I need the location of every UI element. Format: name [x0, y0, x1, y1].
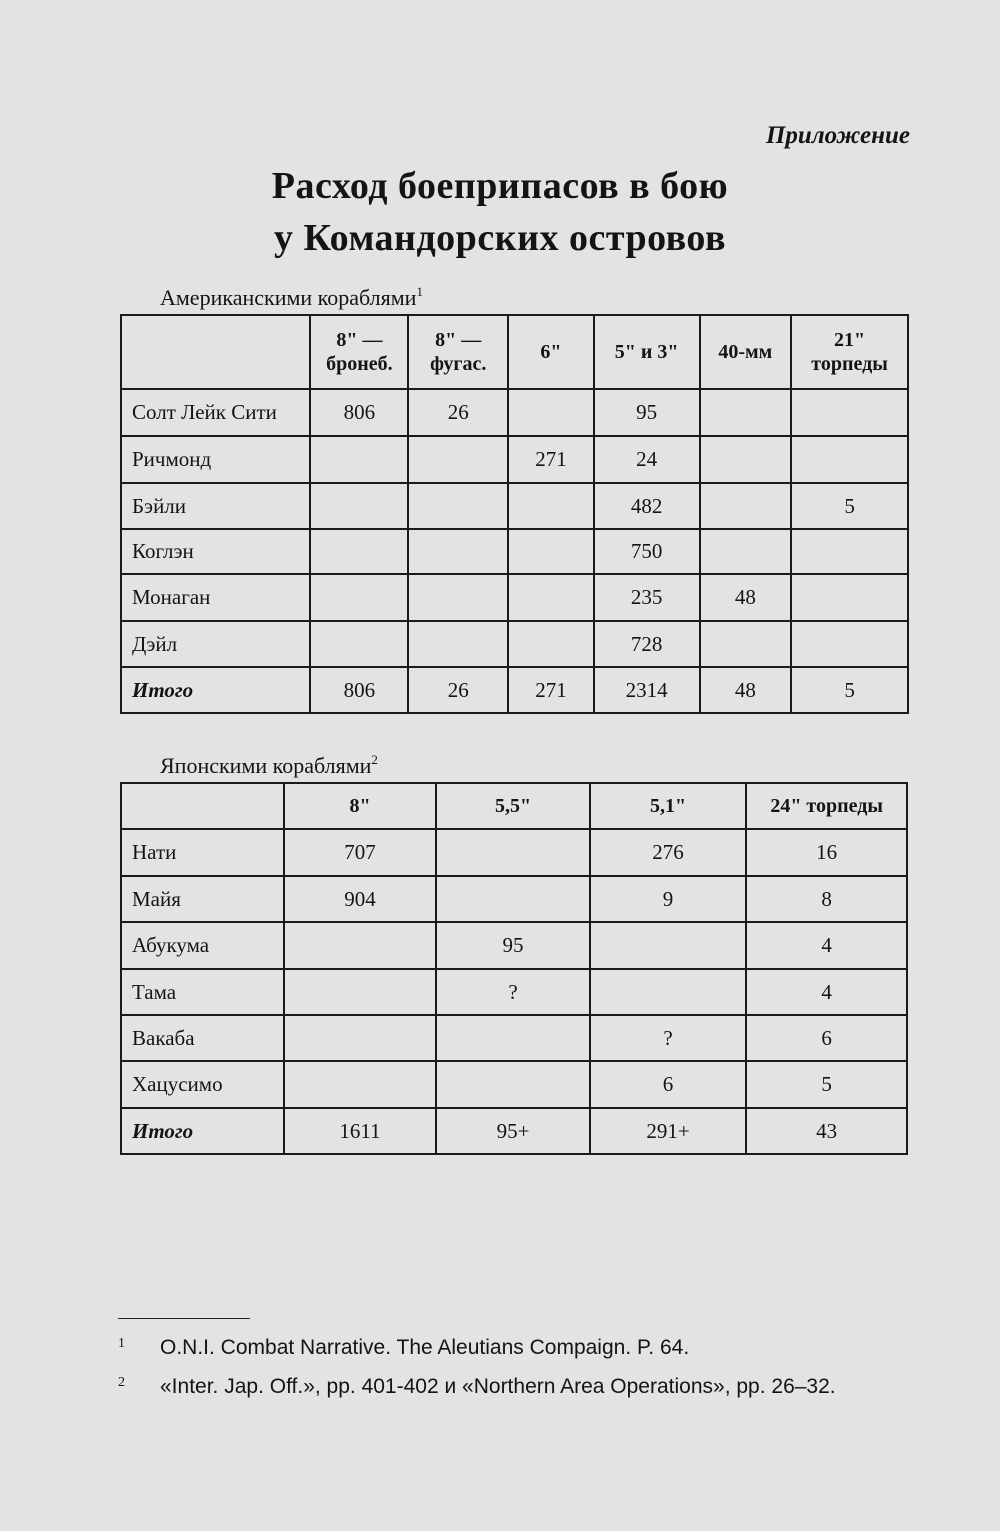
american-header-bron: 8" — бронеб. — [310, 315, 408, 389]
footnote-number: 2 — [118, 1375, 125, 1390]
total-fugas: 26 — [408, 667, 508, 713]
ship-name: Хацусимо — [121, 1061, 284, 1108]
american-header-torpedoes: 21" торпеды — [791, 315, 908, 389]
american-caption — [160, 284, 423, 311]
cell-6in — [508, 574, 594, 621]
table-row — [121, 574, 908, 621]
ship-name: Вакаба — [121, 1015, 284, 1061]
total-5-1in: 291+ — [590, 1108, 747, 1154]
table-row — [121, 483, 908, 529]
cell-fugas: 26 — [408, 389, 508, 436]
cell-bron — [310, 483, 408, 529]
table-row — [121, 436, 908, 483]
cell-8in — [284, 969, 437, 1015]
cell-torpedoes: 5 — [791, 483, 908, 529]
cell-torpedoes: 5 — [746, 1061, 907, 1108]
cell-5-1in — [590, 969, 747, 1015]
footnote-text: O.N.I. Combat Narrative. The Aleutians Compaign. P. 64. — [160, 1336, 690, 1359]
japanese-caption — [160, 752, 378, 779]
cell-40mm — [700, 483, 792, 529]
cell-6in — [508, 529, 594, 574]
total-5-5in: 95+ — [436, 1108, 590, 1154]
japanese-header-8in: 8" — [284, 783, 437, 829]
cell-fugas — [408, 574, 508, 621]
table-row — [121, 1061, 907, 1108]
total-40mm: 48 — [700, 667, 792, 713]
cell-40mm: 48 — [700, 574, 792, 621]
cell-5in3in: 482 — [594, 483, 700, 529]
cell-torpedoes — [791, 574, 908, 621]
cell-5-1in: 276 — [590, 829, 747, 876]
ship-name: Дэйл — [121, 621, 310, 667]
title-line-2: у Командорских островов — [274, 217, 726, 259]
cell-5-5in — [436, 1061, 590, 1108]
ship-name: Тама — [121, 969, 284, 1015]
cell-40mm — [700, 389, 792, 436]
cell-5-1in: 9 — [590, 876, 747, 922]
american-table — [120, 314, 909, 714]
ship-name: Нати — [121, 829, 284, 876]
table-row — [121, 529, 908, 574]
japanese-caption-ref: 2 — [371, 752, 378, 767]
cell-8in: 904 — [284, 876, 437, 922]
cell-torpedoes: 4 — [746, 969, 907, 1015]
japanese-header-5-1in: 5,1" — [590, 783, 747, 829]
cell-6in — [508, 483, 594, 529]
cell-5-5in: 95 — [436, 922, 590, 969]
table-row — [121, 829, 907, 876]
total-bron: 806 — [310, 667, 408, 713]
section-label: Приложение — [765, 122, 910, 149]
american-header-fugas: 8" — фугас. — [408, 315, 508, 389]
cell-5-1in: 6 — [590, 1061, 747, 1108]
american-caption-text: Американскими кораблями — [160, 285, 417, 310]
cell-5-5in — [436, 829, 590, 876]
american-header-40mm: 40-мм — [700, 315, 792, 389]
table-row — [121, 876, 907, 922]
cell-fugas — [408, 621, 508, 667]
cell-6in — [508, 621, 594, 667]
total-torpedoes: 43 — [746, 1108, 907, 1154]
footnote-text: «Inter. Jap. Off.», pp. 401-402 и «Northern Area Operations», pp. 26–32. — [160, 1375, 836, 1398]
cell-8in — [284, 1015, 437, 1061]
total-5in3in: 2314 — [594, 667, 700, 713]
cell-torpedoes: 4 — [746, 922, 907, 969]
page-title — [0, 160, 1000, 264]
total-row — [121, 667, 908, 713]
table-row — [121, 969, 907, 1015]
cell-8in: 707 — [284, 829, 437, 876]
cell-torpedoes — [791, 621, 908, 667]
cell-bron — [310, 529, 408, 574]
table-row — [121, 922, 907, 969]
american-header-5in3in: 5" и 3" — [594, 315, 700, 389]
cell-bron — [310, 621, 408, 667]
ship-name: Бэйли — [121, 483, 310, 529]
cell-torpedoes — [791, 389, 908, 436]
table-row — [121, 389, 908, 436]
cell-6in: 271 — [508, 436, 594, 483]
cell-5in3in: 235 — [594, 574, 700, 621]
cell-40mm — [700, 621, 792, 667]
ship-name: Солт Лейк Сити — [121, 389, 310, 436]
cell-torpedoes: 16 — [746, 829, 907, 876]
japanese-header-ship — [121, 783, 284, 829]
cell-5in3in: 750 — [594, 529, 700, 574]
cell-5-5in — [436, 1015, 590, 1061]
cell-fugas — [408, 436, 508, 483]
japanese-caption-text: Японскими кораблями — [160, 753, 372, 778]
cell-bron — [310, 436, 408, 483]
japanese-header-row — [121, 783, 907, 829]
cell-5in3in: 728 — [594, 621, 700, 667]
cell-5-5in: ? — [436, 969, 590, 1015]
cell-torpedoes: 8 — [746, 876, 907, 922]
cell-torpedoes: 6 — [746, 1015, 907, 1061]
cell-5in3in: 95 — [594, 389, 700, 436]
cell-40mm — [700, 436, 792, 483]
japanese-header-torpedoes: 24" торпеды — [746, 783, 907, 829]
total-torpedoes: 5 — [791, 667, 908, 713]
cell-fugas — [408, 483, 508, 529]
total-6in: 271 — [508, 667, 594, 713]
american-header-row — [121, 315, 908, 389]
american-header-6in: 6" — [508, 315, 594, 389]
japanese-table — [120, 782, 908, 1155]
cell-bron — [310, 574, 408, 621]
american-caption-ref: 1 — [416, 284, 423, 299]
cell-8in — [284, 922, 437, 969]
cell-5-1in — [590, 922, 747, 969]
footnote-divider — [118, 1318, 250, 1319]
total-label: Итого — [121, 1108, 284, 1154]
total-row — [121, 1108, 907, 1154]
ship-name: Майя — [121, 876, 284, 922]
cell-5-1in: ? — [590, 1015, 747, 1061]
cell-torpedoes — [791, 529, 908, 574]
table-row — [121, 1015, 907, 1061]
footnote-number: 1 — [118, 1336, 125, 1351]
title-line-1: Расход боеприпасов в бою — [271, 165, 729, 207]
ship-name: Монаган — [121, 574, 310, 621]
table-row — [121, 621, 908, 667]
japanese-header-5-5in: 5,5" — [436, 783, 590, 829]
total-8in: 1611 — [284, 1108, 437, 1154]
total-label: Итого — [121, 667, 310, 713]
ship-name: Ричмонд — [121, 436, 310, 483]
cell-fugas — [408, 529, 508, 574]
cell-torpedoes — [791, 436, 908, 483]
american-header-ship — [121, 315, 310, 389]
ship-name: Абукума — [121, 922, 284, 969]
cell-5-5in — [436, 876, 590, 922]
cell-8in — [284, 1061, 437, 1108]
ship-name: Коглэн — [121, 529, 310, 574]
cell-5in3in: 24 — [594, 436, 700, 483]
cell-6in — [508, 389, 594, 436]
cell-bron: 806 — [310, 389, 408, 436]
cell-40mm — [700, 529, 792, 574]
